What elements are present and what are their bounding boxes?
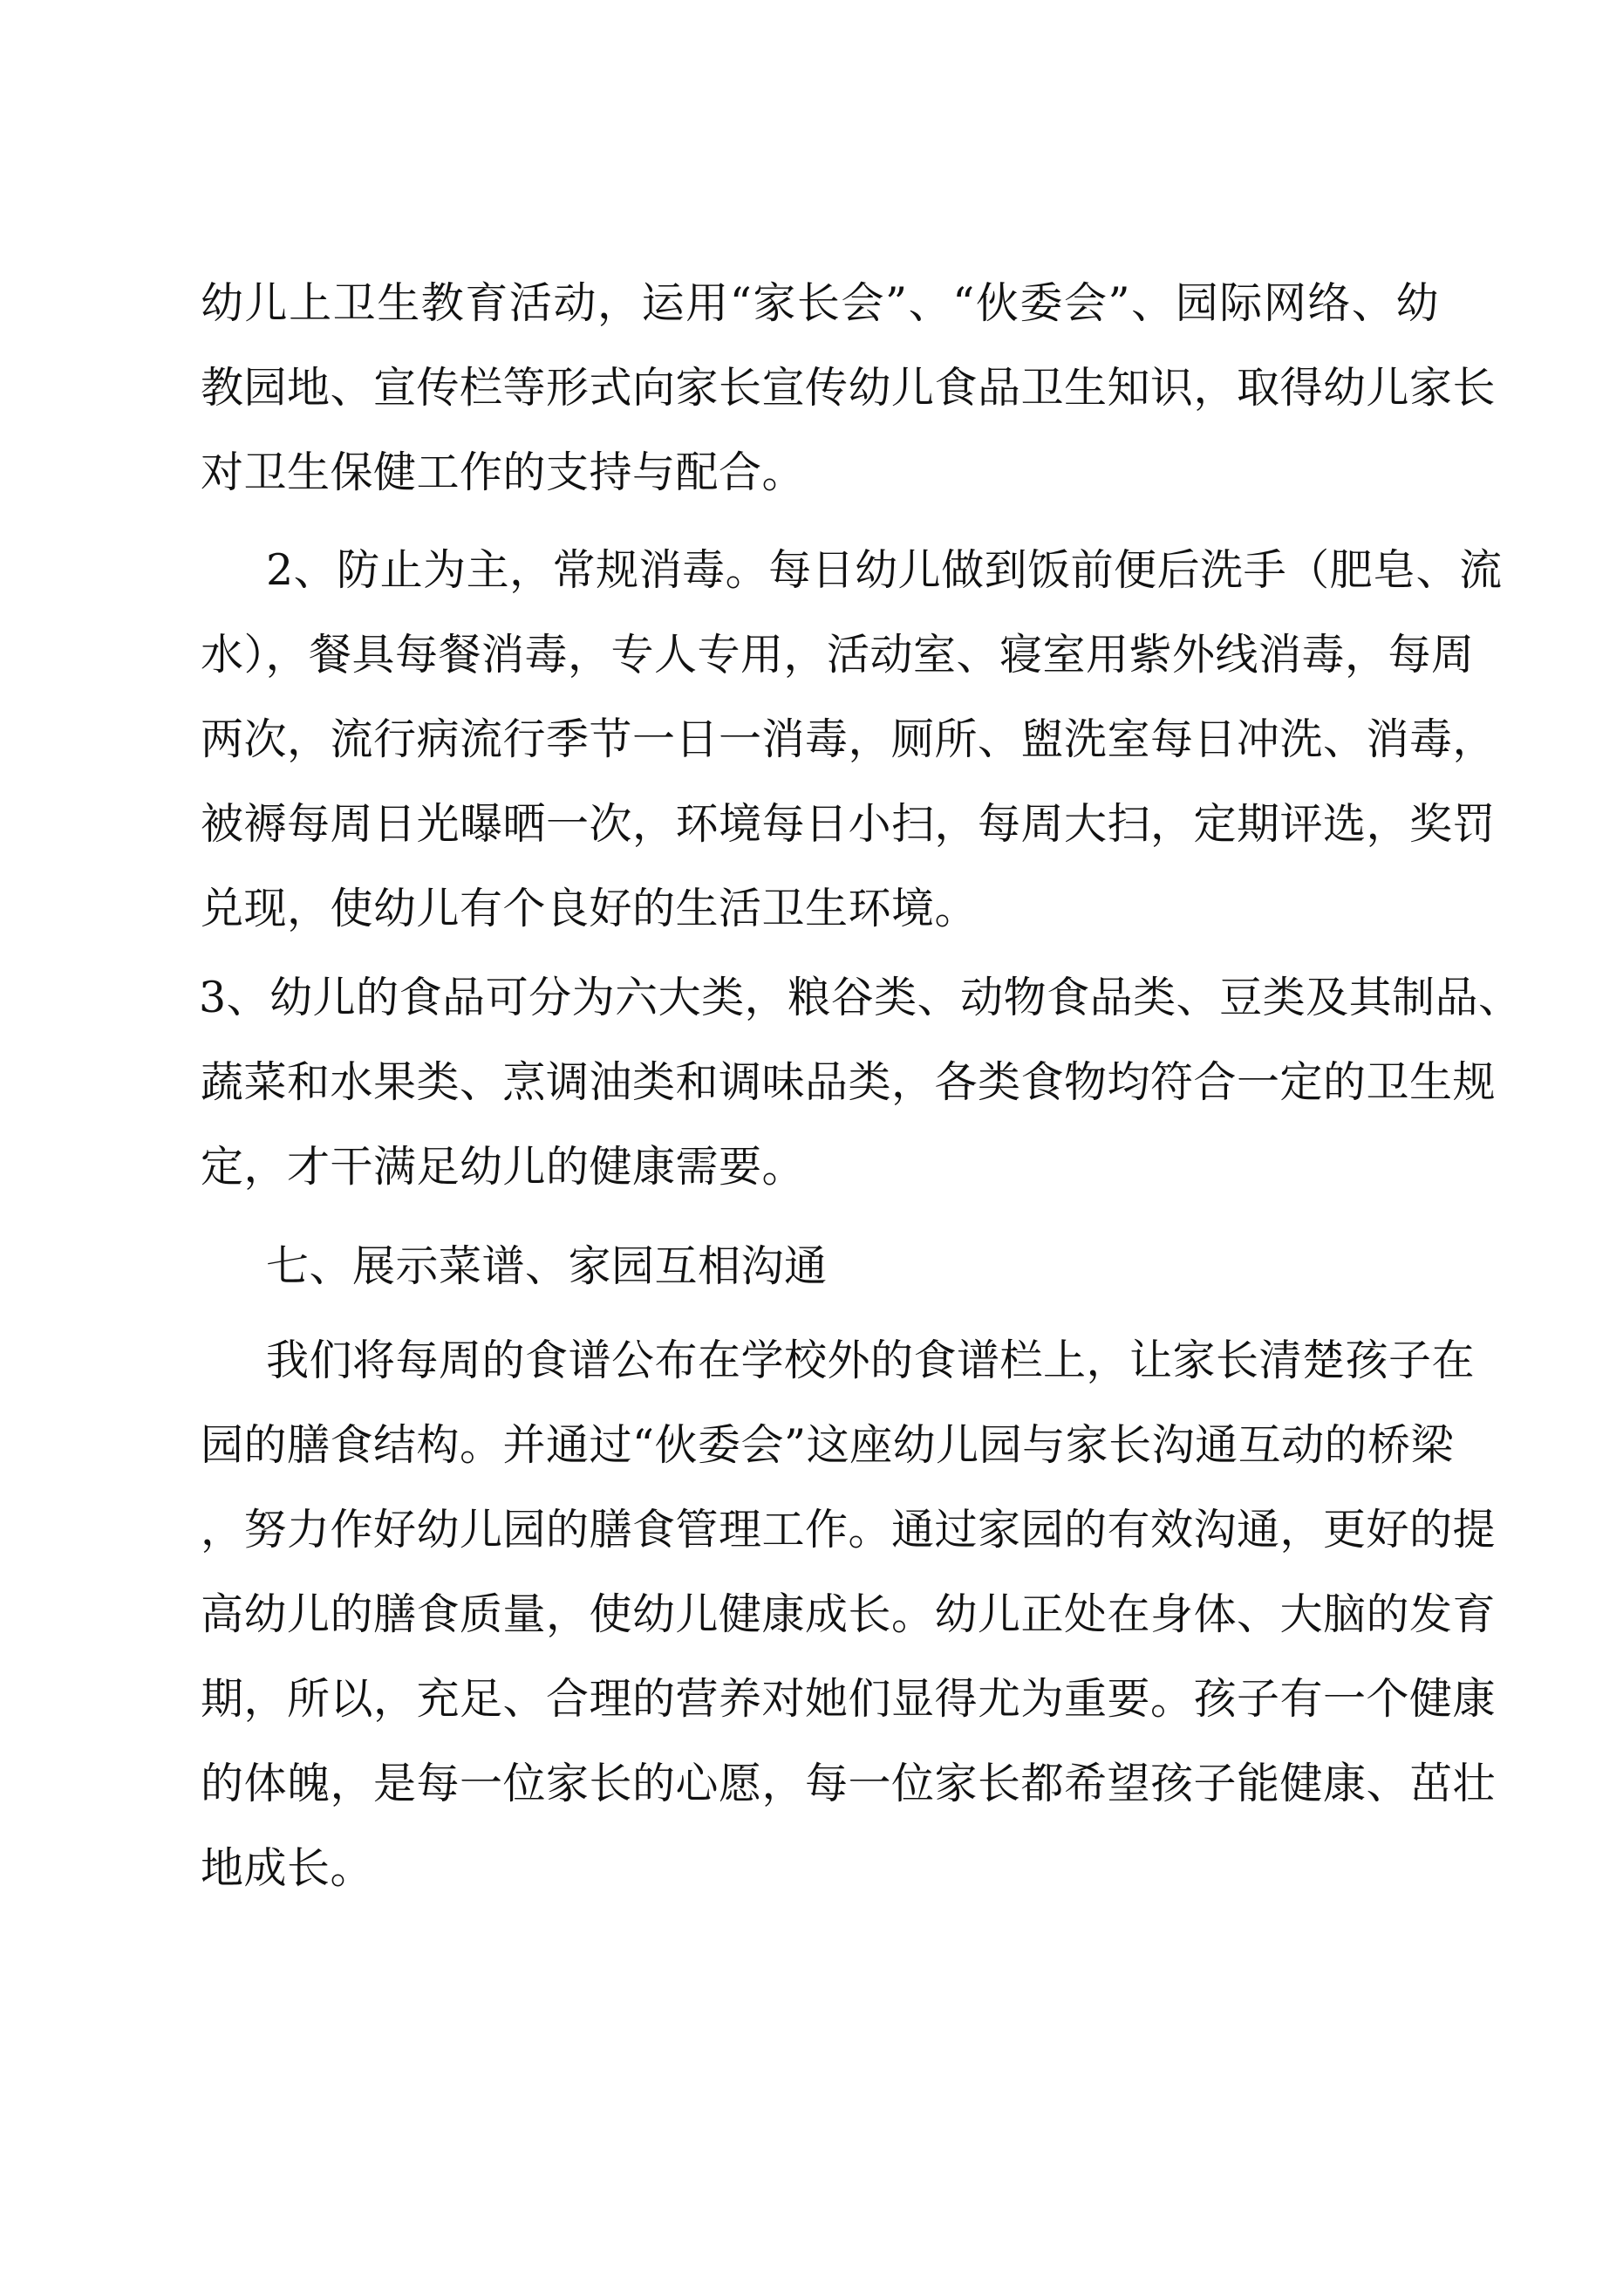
section-heading: 七、展示菜谱、家园互相沟通	[266, 1241, 828, 1291]
text-line: 期，所以，充足、合理的营养对她们显得尤为重要。孩子有一个健康	[201, 1674, 1497, 1724]
text-line: 两次，流行病流行季节一日一消毒，厕所、盥洗室每日冲洗、消毒，	[201, 714, 1497, 764]
text-line: 教园地、宣传栏等形式向家长宣传幼儿食品卫生知识，取得幼儿家长	[201, 363, 1497, 413]
text-line: 的体魄，是每一位家长的心愿，每一位家长都希望孩子能健康、茁壮	[201, 1759, 1497, 1808]
text-line: 园的膳食结构。并通过“伙委会”这座幼儿园与家长沟通互动的桥梁	[201, 1420, 1455, 1470]
text-line: ，努力作好幼儿园的膳食管理工作。通过家园的有效沟通，更好的提	[201, 1505, 1497, 1555]
text-line: 蔬菜和水果类、烹调油类和调味品类，各类食物均符合一定的卫生规	[201, 1057, 1497, 1107]
text-line: 我们将每周的食谱公布在学校外的食谱栏上，让家长清楚孩子在	[266, 1336, 1476, 1385]
text-line: 定，才干满足幼儿的健康需要。	[201, 1142, 806, 1192]
text-line: 2、防止为主，常规消毒。每日幼儿做到饭前便后洗手（肥皂、流	[266, 545, 1503, 595]
text-line: 地成长。	[201, 1843, 374, 1893]
text-line: 对卫生保健工作的支持与配合。	[201, 448, 806, 497]
text-line: 水），餐具每餐消毒，专人专用，活动室、寝室用紫外线消毒，每周	[201, 630, 1475, 680]
text-line: 被褥每周日光曝晒一次，环境每日小扫，每周大扫，定期评选，奖罚	[201, 799, 1497, 849]
text-line: 幼儿上卫生教育活动，运用“家长会”、“伙委会”、园际网络、幼	[201, 278, 1439, 328]
text-line: 3、幼儿的食品可分为六大类，粮谷类、动物食品类、豆类及其制品、	[199, 973, 1522, 1022]
text-line: 兑现，使幼儿有个良好的生活卫生环境。	[201, 884, 979, 933]
text-line: 高幼儿的膳食质量，使幼儿健康成长。幼儿正处在身体、大脑的发育	[201, 1589, 1497, 1639]
